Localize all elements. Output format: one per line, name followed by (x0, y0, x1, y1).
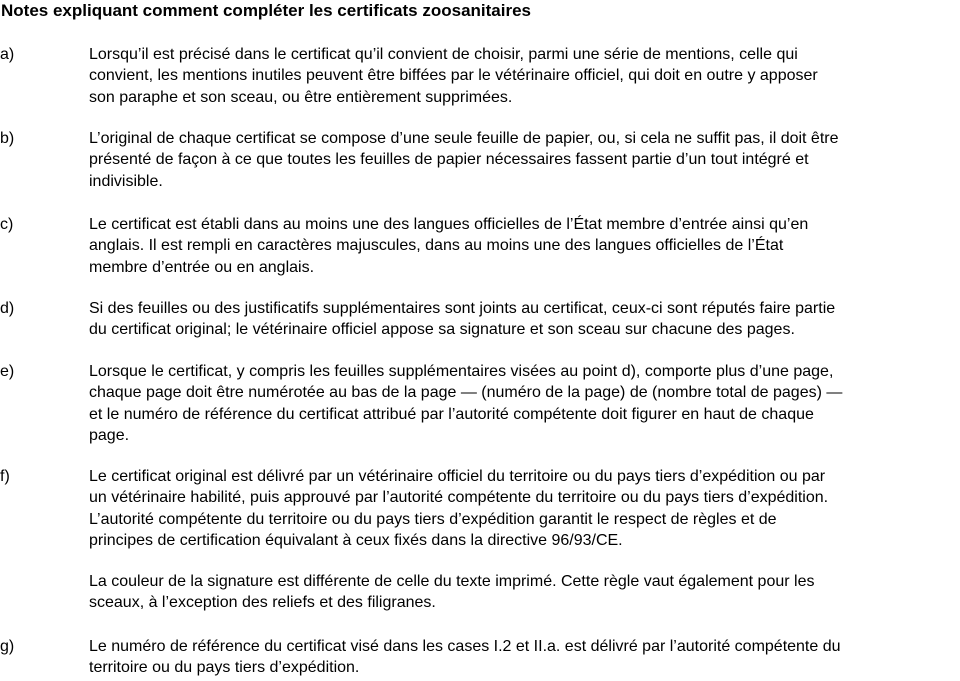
note-text-line: un vétérinaire habilité, puis approuvé par l’autorité compétente du territoire ou du pays tiers d’expédition. (89, 489, 829, 507)
paragraph-gap (89, 551, 957, 571)
note-item-letter: c) (0, 216, 14, 233)
note-text-line: membre d’entrée ou en anglais. (89, 258, 315, 276)
note-item-body (89, 214, 957, 278)
note-text-line: et le numéro de référence du certificat attribué par l’autorité compétente doit figurer en haut de chaque (89, 405, 814, 423)
note-item-letter: d) (0, 300, 15, 317)
note-text-line: Lorsqu’il est précisé dans le certificat qu’il convient de choisir, parmi une série de mentions, celle qui (89, 46, 798, 63)
note-text-line: Lorsque le certificat, y compris les feuilles supplémentaires visées au point d), comporte plus d’une page, (89, 363, 834, 380)
note-text-line: sceaux, à l’exception des reliefs et des filigranes. (89, 594, 436, 612)
note-item-letter: g) (0, 638, 15, 655)
note-text-line: L’original de chaque certificat se compose d’une seule feuille de papier, ou, si cela ne suffit pas, il doit être (89, 130, 839, 147)
note-text-line: principes de certification équivalant à ceux fixés dans la directive 96/93/CE. (89, 531, 623, 549)
note-text-line: La couleur de la signature est différente de celle du texte imprimé. Cette règle vaut également pour les (89, 573, 815, 591)
note-text-line: indivisible. (89, 172, 163, 190)
note-text-line: chaque page doit être numérotée au bas de la page — (numéro de la page) de (nombre total de pages) — (89, 384, 843, 402)
note-text-line: territoire ou du pays tiers d’expédition. (89, 659, 360, 677)
note-item-letter: a) (0, 46, 15, 63)
note-item-body (89, 636, 957, 679)
note-item-body (89, 44, 957, 108)
note-text-line: page. (89, 426, 130, 444)
note-text-line: son paraphe et son sceau, ou être entièrement supprimées. (89, 88, 513, 106)
note-item-letter: b) (0, 130, 15, 147)
note-text-line: anglais. Il est rempli en caractères majuscules, dans au moins une des langues officielles de l’État (89, 237, 784, 255)
note-item-body (89, 128, 957, 192)
note-text-line: L’autorité compétente du territoire ou du pays tiers d’expédition garantit le respect de règles et de (89, 510, 777, 528)
note-text-line: Le certificat original est délivré par un vétérinaire officiel du territoire ou du pays tiers d’expédition ou par (89, 468, 826, 485)
note-text-line: convient, les mentions inutiles peuvent être biffées par le vétérinaire officiel, qui doit en outre y apposer (89, 67, 818, 85)
note-text-line: Le certificat est établi dans au moins une des langues officielles de l’État membre d’entrée ainsi qu’en (89, 216, 809, 233)
note-item-letter: e) (0, 363, 15, 380)
note-text-line: Si des feuilles ou des justificatifs supplémentaires sont joints au certificat, ceux-ci sont réputés faire partie (89, 300, 836, 317)
document-title: Notes expliquant comment compléter les certificats zoosanitaires (1, 1, 531, 20)
note-text-line: Le numéro de référence du certificat visé dans les cases I.2 et II.a. est délivré par l’autorité compétente du (89, 638, 841, 655)
note-item-body (89, 466, 957, 614)
note-item-body (89, 298, 957, 341)
note-item-letter: f) (0, 468, 10, 485)
note-item-body (89, 361, 957, 446)
note-text-line: présenté de façon à ce que toutes les feuilles de papier nécessaires fassent partie d’un tout intégré et (89, 151, 809, 169)
note-text-line: du certificat original; le vétérinaire officiel appose sa signature et son sceau sur chacune des pages. (89, 321, 795, 339)
